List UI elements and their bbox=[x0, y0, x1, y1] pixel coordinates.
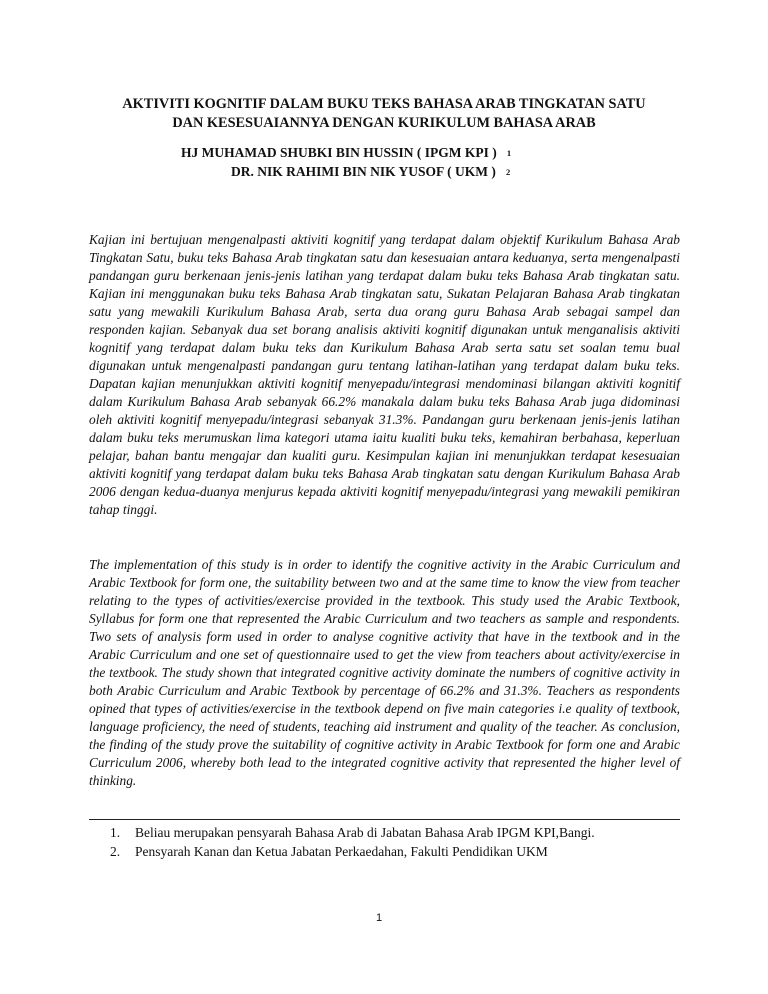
footnote-item bbox=[110, 823, 595, 842]
abstract-english: The implementation of this study is in order to identify the cognitive activity in the Arabic Curriculum and Arabic Textbook for form one, the suitability between two and at the same time to know the view from teacher relating to the types of activities/exercise provided in the textbook. This study used the Arabic Textbook, Syllabus for form one that represented the Arabic Curriculum and two teachers as sample and respondents. Two sets of analysis form used in order to analyse cognitive activity that have in the textbook and in the Arabic Curriculum and one set of questionnaire used to get the view from teachers about activity/exercise in the textbook. The study shown that integrated cognitive activity dominate the numbers of cognitive activity in both Arabic Curriculum and Arabic Textbook by percentage of 66.2% and 31.3%. Teachers as respondents opined that types of activities/exercise in the textbook depend on five main categories i.e quality of textbook, language proficiency, the need of students, teaching aid instrument and quality of the teacher. As conclusion, the finding of the study prove the suitability of cognitive activity in Arabic Textbook for form one and Arabic Curriculum 2006, whereby both lead to the integrated cognitive activity that represented the higher level of thinking. bbox=[89, 557, 680, 788]
author-2-footnote-mark: 2 bbox=[506, 167, 511, 177]
author-2-name: DR. NIK RAHIMI BIN NIK YUSOF ( UKM ) bbox=[231, 164, 496, 179]
author-1 bbox=[181, 143, 511, 164]
author-1-name: HJ MUHAMAD SHUBKI BIN HUSSIN ( IPGM KPI ) bbox=[181, 145, 497, 160]
author-1-footnote-mark: 1 bbox=[506, 148, 512, 158]
page-number: 1 bbox=[376, 912, 383, 924]
abstract-malay: Kajian ini bertujuan mengenalpasti aktiviti kognitif yang terdapat dalam objektif Kurikulum Bahasa Arab Tingkatan Satu, buku teks Bahasa Arab tingkatan satu dan kesesuaian antara keduanya, serta mengenalpasti pandangan guru berkenaan jenis-jenis latihan yang terdapat dalam buku teks Bahasa Arab tingkatan satu. Kajian ini menggunakan buku teks Bahasa Arab tingkatan satu, Sukatan Pelajaran Bahasa Arab tingkatan satu yang mewakili Kurikulum Bahasa Arab, serta dua orang guru Bahasa Arab sebagai sampel dan responden kajian. Sebanyak dua set borang analisis aktiviti kognitif digunakan untuk menganalisis aktiviti kognitif yang terdapat dalam buku teks dan Kurikulum Bahasa Arab serta satu set soalan temu bual digunakan untuk mengenalpasti pandangan guru tentang latihan-latihan yang terdapat dalam buku teks. Dapatan kajian menunjukkan aktiviti kognitif menyepadu/integrasi mendominasi bilangan aktiviti kognitif dalam Kurikulum Bahasa Arab sebanyak 66.2% manakala dalam buku teks Bahasa Arab juga didominasi oleh aktiviti kognitif menyepadu/integrasi sebanyak 31.3%. Pandangan guru berkenaan jenis-jenis latihan dalam buku teks merumuskan lima kategori utama iaitu kualiti buku teks, kemahiran berbahasa, keperluan pelajar, bahan bantu mengajar dan kualiti guru. Kesimpulan kajian ini menunjukkan terdapat kesesuaian aktiviti kognitif yang terdapat dalam buku teks Bahasa Arab tingkatan satu dengan Kurikulum Bahasa Arab 2006 dengan kedua-duanya menjurus kepada aktiviti kognitif menyepadu/integrasi yang mewakili pemikiran tahap tinggi. bbox=[89, 232, 680, 517]
title-line-1: AKTIVITI KOGNITIF DALAM BUKU TEKS BAHASA ARAB TINGKATAN SATU bbox=[122, 96, 646, 112]
title-line-2: DAN KESESUAIANNYA DENGAN KURIKULUM BAHASA ARAB bbox=[172, 115, 596, 131]
footnote-text: Beliau merupakan pensyarah Bahasa Arab di Jabatan Bahasa Arab IPGM KPI,Bangi. bbox=[135, 825, 595, 840]
footnote-item bbox=[110, 842, 595, 861]
footnote-divider bbox=[89, 819, 680, 820]
footnote-text: Pensyarah Kanan dan Ketua Jabatan Perkaedahan, Fakulti Pendidikan UKM bbox=[135, 844, 548, 859]
footnote-number: 2. bbox=[110, 844, 121, 859]
footnotes bbox=[110, 823, 595, 861]
author-2 bbox=[231, 162, 510, 183]
footnote-number: 1. bbox=[110, 825, 121, 840]
paper-title bbox=[90, 95, 678, 133]
